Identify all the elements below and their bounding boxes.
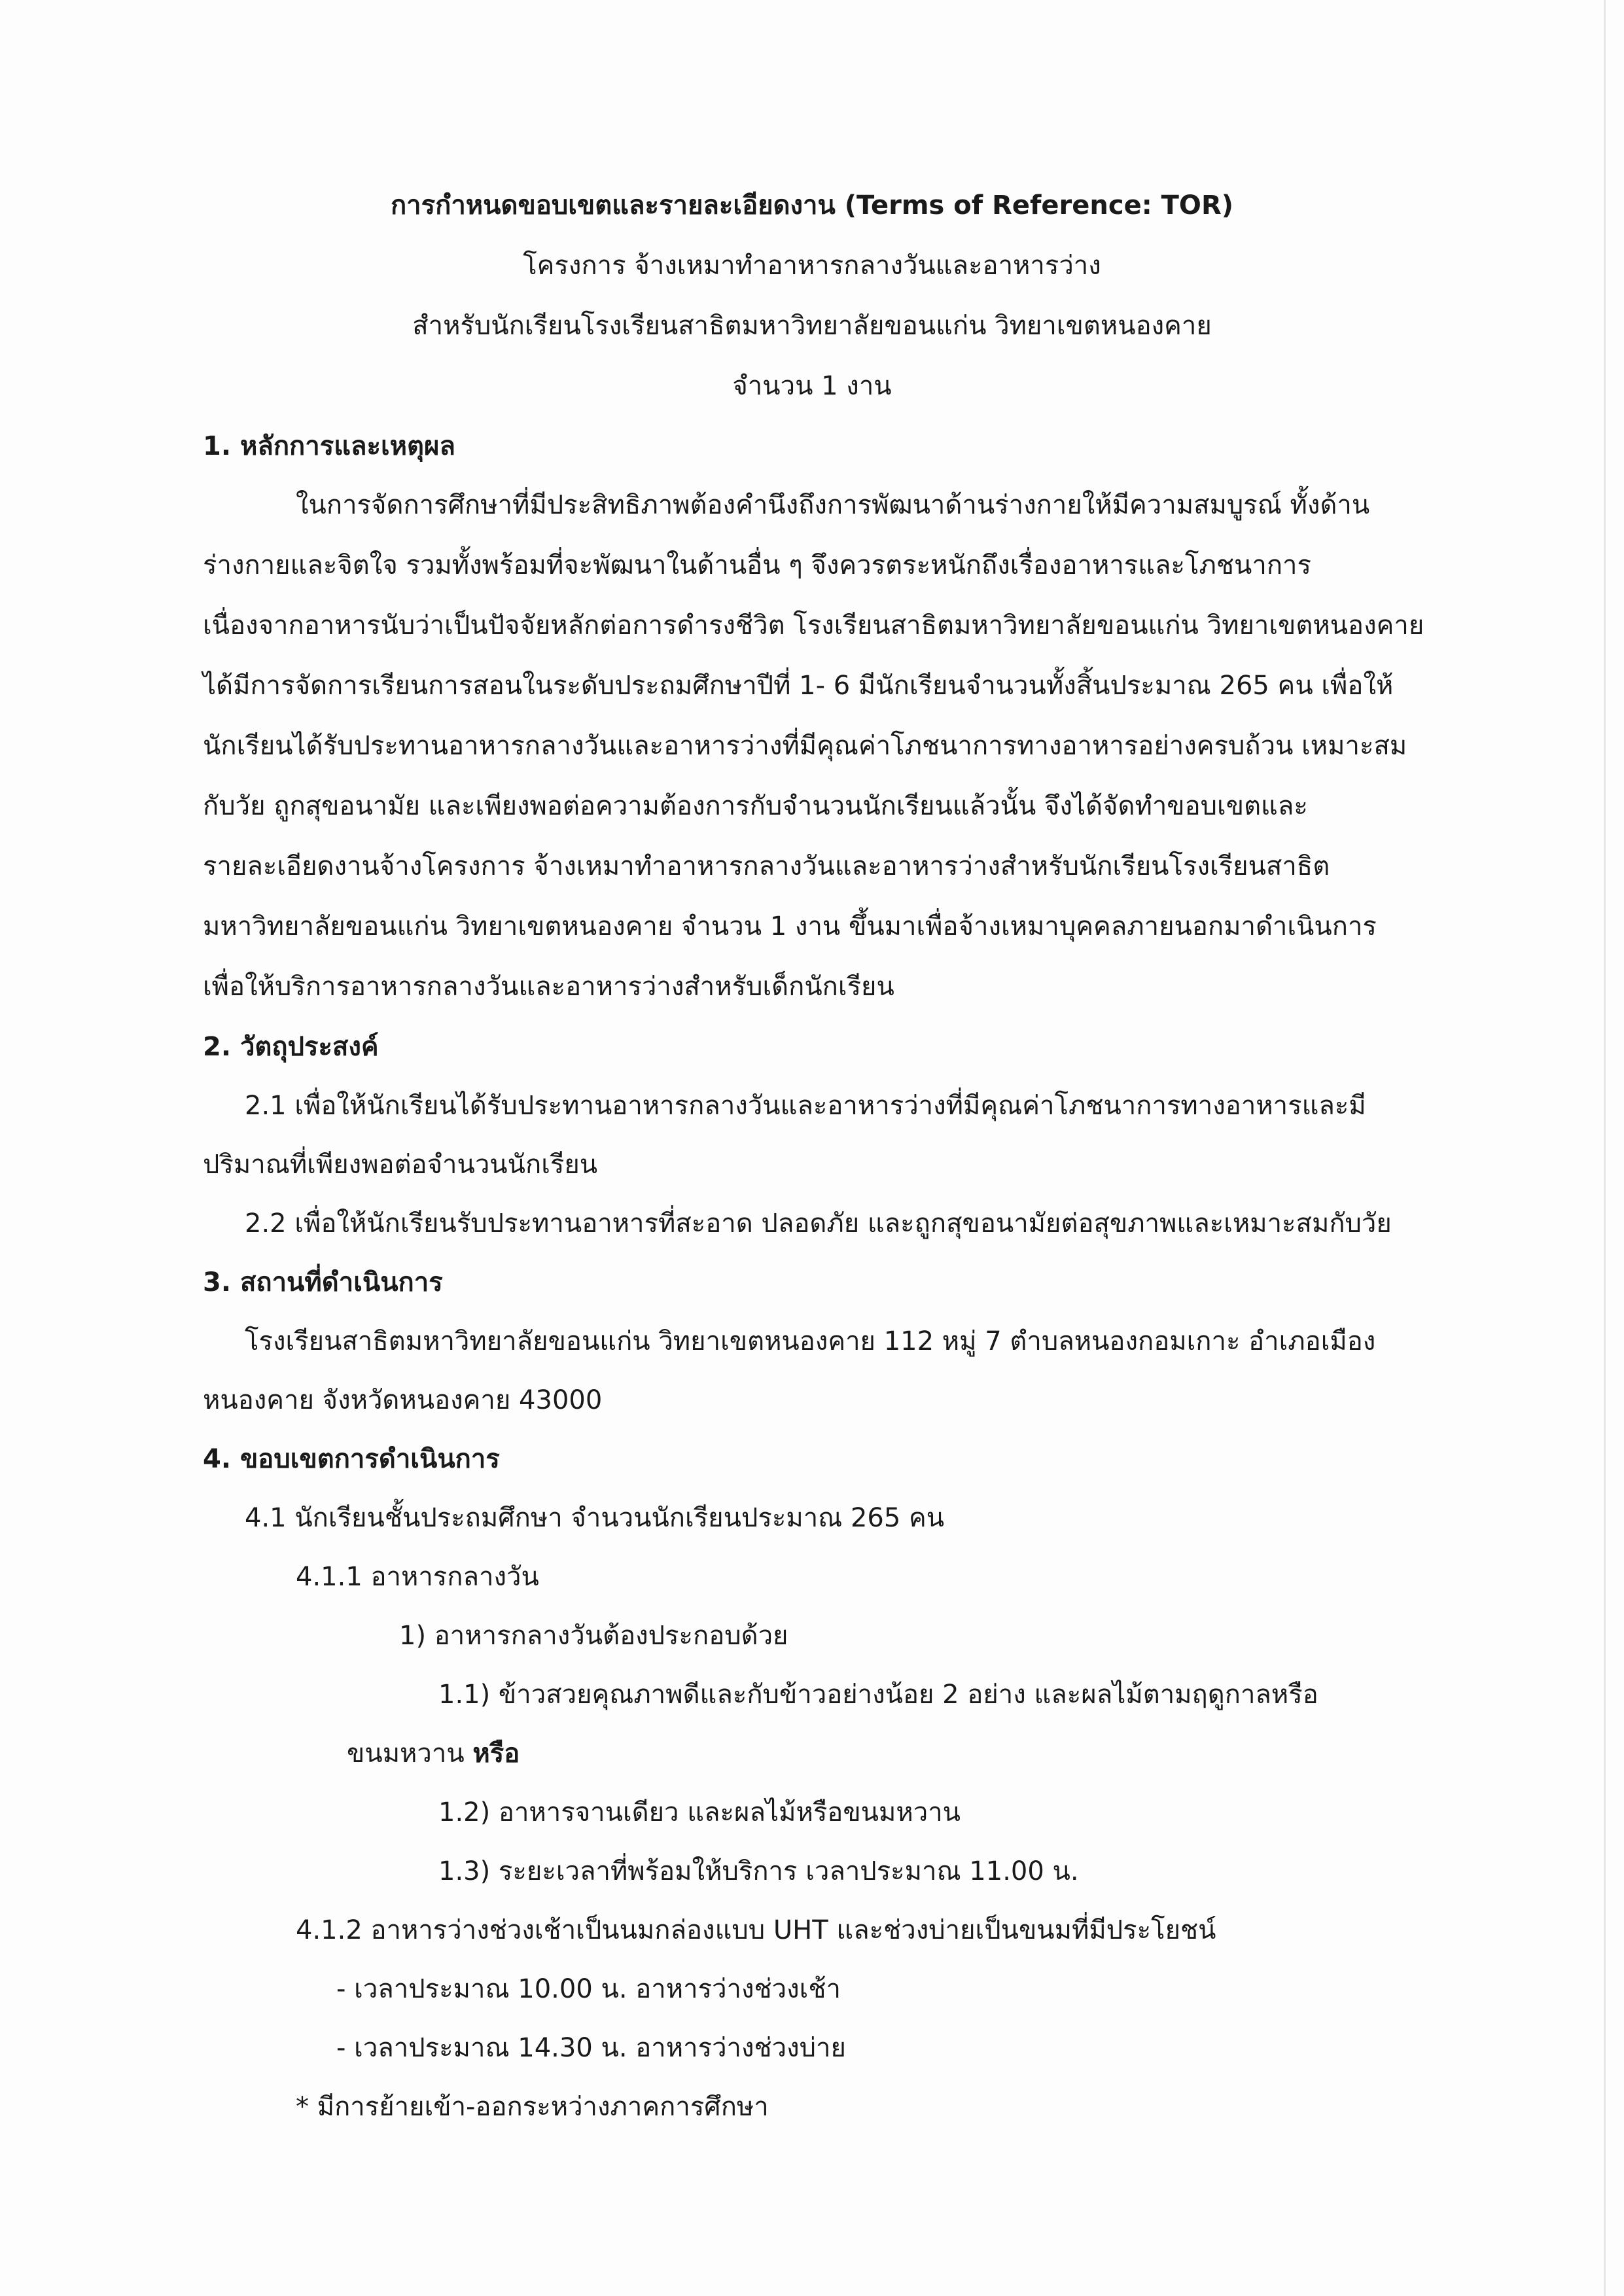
document-title-block bbox=[203, 175, 1421, 416]
scan-edge-line bbox=[1604, 0, 1606, 2296]
lunch-requirement: 1) อาหารกลางวันต้องประกอบด้วย bbox=[399, 1621, 788, 1651]
scope-4-1-2: 4.1.2 อาหารว่างช่วงเช้าเป็นนมกล่องแบบ UHT และช่วงบ่ายเป็นขนมที่มีประโยชน์ bbox=[296, 1915, 1216, 1945]
section-2-heading: 2. วัตถุประสงค์ bbox=[203, 1032, 379, 1062]
location-address-continued: หนองคาย จังหวัดหนองคาย 43000 bbox=[203, 1385, 603, 1415]
paragraph-line: ได้มีการจัดการเรียนการสอนในระดับประถมศึกษาปีที่ 1- 6 มีนักเรียนจำนวนทั้งสิ้นประมาณ 265 คน เพื่อให้ bbox=[203, 671, 1394, 701]
paragraph-line: รายละเอียดงานจ้างโครงการ จ้างเหมาทำอาหารกลางวันและอาหารว่างสำหรับนักเรียนโรงเรียนสาธิต bbox=[203, 851, 1330, 881]
footnote: * มีการย้ายเข้า-ออกระหว่างภาคการศึกษา bbox=[296, 2092, 769, 2122]
or-keyword: หรือ bbox=[472, 1739, 520, 1769]
document-body bbox=[203, 175, 1424, 2136]
project-target: สำหรับนักเรียนโรงเรียนสาธิตมหาวิทยาลัยขอนแก่น วิทยาเขตหนองคาย bbox=[412, 311, 1212, 341]
lunch-option-text: ขนมหวาน bbox=[347, 1739, 473, 1769]
paragraph-line: ในการจัดการศึกษาที่มีประสิทธิภาพต้องคำนึงถึงการพัฒนาด้านร่างกายให้มีความสมบูรณ์ ทั้งด้าน bbox=[296, 490, 1370, 520]
scope-4-1-1: 4.1.1 อาหารกลางวัน bbox=[296, 1562, 539, 1592]
paragraph-line: เนื่องจากอาหารนับว่าเป็นปัจจัยหลักต่อการดำรงชีวิต โรงเรียนสาธิตมหาวิทยาลัยขอนแก่น วิทยาเขตหนองคาย bbox=[203, 610, 1424, 641]
section-4-heading: 4. ขอบเขตการดำเนินการ bbox=[203, 1444, 500, 1474]
lunch-option-1-1-continued bbox=[203, 1723, 1421, 1782]
paragraph-line: นักเรียนได้รับประทานอาหารกลางวันและอาหารว่างที่มีคุณค่าโภชนาการทางอาหารอย่างครบถ้วน เหมาะสม bbox=[203, 731, 1407, 761]
location-address: โรงเรียนสาธิตมหาวิทยาลัยขอนแก่น วิทยาเขตหนองคาย 112 หมู่ 7 ตำบลหนองกอมเกาะ อำเภอเมือง bbox=[245, 1326, 1376, 1356]
lunch-option-1-3: 1.3) ระยะเวลาที่พร้อมให้บริการ เวลาประมาณ 11.00 น. bbox=[438, 1856, 1079, 1886]
section-3-heading: 3. สถานที่ดำเนินการ bbox=[203, 1267, 443, 1298]
paragraph-line: มหาวิทยาลัยขอนแก่น วิทยาเขตหนองคาย จำนวน 1 งาน ขึ้นมาเพื่อจ้างเหมาบุคคลภายนอกมาดำเนินการ bbox=[203, 911, 1377, 942]
objective-2-1: 2.1 เพื่อให้นักเรียนได้รับประทานอาหารกลางวันและอาหารว่างที่มีคุณค่าโภชนาการทางอาหารและมี bbox=[245, 1091, 1366, 1121]
section-1-heading: 1. หลักการและเหตุผล bbox=[203, 431, 455, 461]
section-1-paragraph bbox=[203, 475, 1424, 1017]
objective-2-1-continued: ปริมาณที่เพียงพอต่อจำนวนนักเรียน bbox=[203, 1150, 598, 1180]
lunch-option-1-2: 1.2) อาหารจานเดียว และผลไม้หรือขนมหวาน bbox=[438, 1797, 961, 1828]
paragraph-line: ร่างกายและจิตใจ รวมทั้งพร้อมที่จะพัฒนาในด้านอื่น ๆ จึงควรตระหนักถึงเรื่องอาหารและโภชนาการ bbox=[203, 550, 1312, 580]
objective-2-2: 2.2 เพื่อให้นักเรียนรับประทานอาหารที่สะอาด ปลอดภัย และถูกสุขอนามัยต่อสุขภาพและเหมาะสมกับวัย bbox=[245, 1209, 1392, 1239]
paragraph-line: กับวัย ถูกสุขอนามัย และเพียงพอต่อความต้องการกับจำนวนนักเรียนแล้วนั้น จึงได้จัดทำขอบเขตและ bbox=[203, 791, 1308, 821]
snack-time-morning: - เวลาประมาณ 10.00 น. อาหารว่างช่วงเช้า bbox=[336, 1974, 841, 2004]
lunch-option-1-1: 1.1) ข้าวสวยคุณภาพดีและกับข้าวอย่างน้อย 2 อย่าง และผลไม้ตามฤดูกาลหรือ bbox=[438, 1680, 1318, 1710]
project-name: โครงการ จ้างเหมาทำอาหารกลางวันและอาหารว่าง bbox=[523, 251, 1101, 281]
scope-4-1: 4.1 นักเรียนชั้นประถมศึกษา จำนวนนักเรียนประมาณ 265 คน bbox=[245, 1503, 945, 1533]
snack-time-afternoon: - เวลาประมาณ 14.30 น. อาหารว่างช่วงบ่าย bbox=[336, 2033, 846, 2063]
document-title: การกำหนดขอบเขตและรายละเอียดงาน (Terms of Reference: TOR) bbox=[390, 190, 1234, 221]
paragraph-line: เพื่อให้บริการอาหารกลางวันและอาหารว่างสำหรับเด็กนักเรียน bbox=[203, 972, 894, 1002]
project-quantity: จำนวน 1 งาน bbox=[732, 371, 892, 401]
